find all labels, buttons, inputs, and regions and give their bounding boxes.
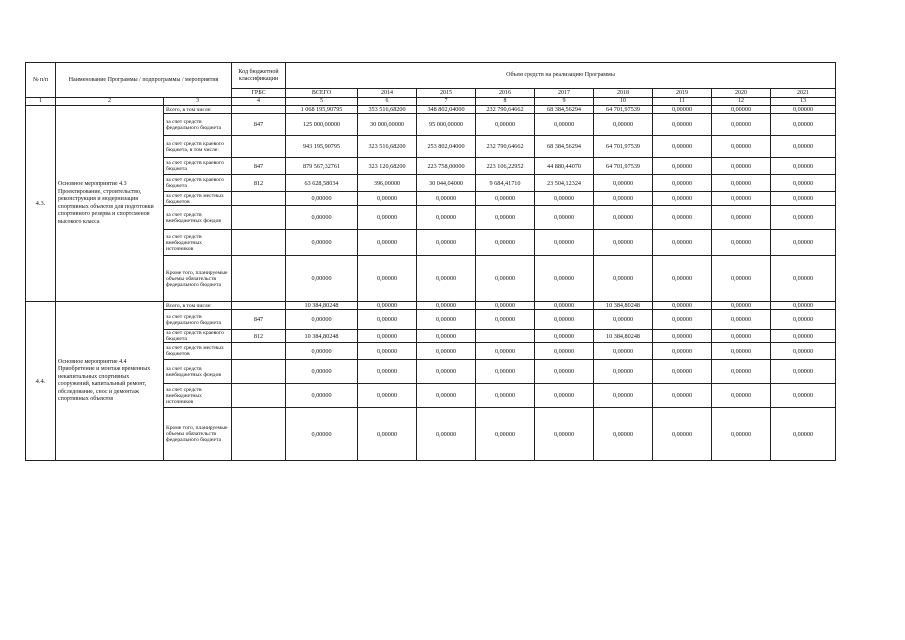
grbs-code: 812: [232, 330, 286, 343]
funding-source: за счет средств федерального бюджета: [164, 310, 232, 330]
year-value: 0,00000: [712, 158, 771, 175]
year-value: 64 701,97539: [594, 158, 653, 175]
total-value: 0,00000: [286, 343, 358, 360]
total-value: 10 384,80248: [286, 330, 358, 343]
year-value: 0,00000: [476, 343, 535, 360]
grbs-code: [232, 230, 286, 256]
grbs-code: [232, 384, 286, 408]
table-row: [26, 302, 836, 310]
total-value: 0,00000: [286, 230, 358, 256]
column-number: 11: [653, 98, 712, 106]
year-value: 64 701,97539: [594, 136, 653, 158]
year-value: 0,00000: [417, 256, 476, 302]
year-value: 9 684,41710: [476, 175, 535, 192]
year-value: 10 384,80248: [594, 302, 653, 310]
column-number: 6: [358, 98, 417, 106]
year-value: 0,00000: [771, 330, 836, 343]
year-value: 0,00000: [535, 360, 594, 384]
year-value: 0,00000: [476, 192, 535, 206]
year-value: 0,00000: [771, 302, 836, 310]
year-value: 0,00000: [653, 230, 712, 256]
header-no: № п/п: [26, 63, 56, 98]
year-value: 0,00000: [535, 192, 594, 206]
header-funding: Объем средств на реализацию Программы: [286, 63, 836, 89]
year-value: 0,00000: [358, 384, 417, 408]
year-value: 0,00000: [594, 206, 653, 230]
total-value: 0,00000: [286, 192, 358, 206]
grbs-code: [232, 106, 286, 114]
funding-source: за счет средств местных бюджетов: [164, 192, 232, 206]
year-value: 0,00000: [594, 114, 653, 136]
funding-source: Кроме того, планируемые объемы обязательств федерального бюджета: [164, 408, 232, 461]
year-value: 0,00000: [476, 256, 535, 302]
year-value: 232 790,64662: [476, 106, 535, 114]
year-value: 0,00000: [358, 206, 417, 230]
year-value: 0,00000: [653, 106, 712, 114]
total-value: 0,00000: [286, 310, 358, 330]
document-sheet: [25, 62, 835, 461]
year-value: 0,00000: [358, 192, 417, 206]
year-value: 0,00000: [358, 360, 417, 384]
year-value: 0,00000: [712, 343, 771, 360]
year-value: 0,00000: [653, 136, 712, 158]
year-value: 0,00000: [771, 408, 836, 461]
year-value: 0,00000: [476, 360, 535, 384]
year-value: 0,00000: [594, 175, 653, 192]
column-number: 8: [476, 98, 535, 106]
funding-source: за счет средств внебюджетных источников: [164, 230, 232, 256]
year-value: 0,00000: [476, 114, 535, 136]
column-number: 5: [286, 98, 358, 106]
year-value: 0,00000: [771, 384, 836, 408]
year-value: 0,00000: [417, 192, 476, 206]
year-value: 0,00000: [771, 230, 836, 256]
year-value: 0,00000: [653, 206, 712, 230]
funding-source: за счет средств краевого бюджета: [164, 175, 232, 192]
header-year: 2020: [712, 89, 771, 98]
column-number: 13: [771, 98, 836, 106]
year-value: 0,00000: [653, 384, 712, 408]
year-value: 0,00000: [476, 384, 535, 408]
year-value: 0,00000: [535, 343, 594, 360]
grbs-code: [232, 343, 286, 360]
total-value: 0,00000: [286, 384, 358, 408]
year-value: 0,00000: [712, 192, 771, 206]
year-value: 0,00000: [535, 206, 594, 230]
column-number: 4: [232, 98, 286, 106]
funding-source: за счет средств внебюджетных фондов: [164, 360, 232, 384]
year-value: 0,00000: [771, 175, 836, 192]
year-value: 0,00000: [535, 310, 594, 330]
year-value: 353 516,68200: [358, 106, 417, 114]
year-value: 0,00000: [358, 343, 417, 360]
year-value: 0,00000: [653, 114, 712, 136]
header-total: ВСЕГО: [286, 89, 358, 98]
year-value: 68 384,56294: [535, 106, 594, 114]
grbs-code: 812: [232, 175, 286, 192]
year-value: 0,00000: [712, 256, 771, 302]
year-value: 0,00000: [594, 256, 653, 302]
column-number: 7: [417, 98, 476, 106]
year-value: 0,00000: [358, 230, 417, 256]
funding-source: за счет средств краевого бюджета: [164, 330, 232, 343]
grbs-code: [232, 206, 286, 230]
year-value: 0,00000: [417, 343, 476, 360]
year-value: 0,00000: [535, 230, 594, 256]
column-number: 9: [535, 98, 594, 106]
year-value: 348 802,04000: [417, 106, 476, 114]
year-value: 0,00000: [594, 343, 653, 360]
year-value: 0,00000: [653, 302, 712, 310]
year-value: 0,00000: [712, 175, 771, 192]
year-value: 0,00000: [771, 106, 836, 114]
funding-source: за счет средств краевого бюджета, в том числе:: [164, 136, 232, 158]
funding-source: за счет средств федерального бюджета: [164, 114, 232, 136]
year-value: 0,00000: [771, 256, 836, 302]
year-value: 0,00000: [771, 114, 836, 136]
year-value: 396,00000: [358, 175, 417, 192]
grbs-code: 847: [232, 114, 286, 136]
year-value: 0,00000: [476, 302, 535, 310]
year-value: 0,00000: [712, 330, 771, 343]
year-value: 0,00000: [535, 114, 594, 136]
year-value: 64 701,97539: [594, 106, 653, 114]
year-value: 30 044,04000: [417, 175, 476, 192]
total-value: 63 628,58034: [286, 175, 358, 192]
year-value: 223 106,22952: [476, 158, 535, 175]
year-value: 0,00000: [594, 230, 653, 256]
year-value: 0,00000: [417, 230, 476, 256]
column-number: 3: [164, 98, 232, 106]
total-value: 0,00000: [286, 360, 358, 384]
year-value: 253 802,04000: [417, 136, 476, 158]
year-value: 0,00000: [594, 192, 653, 206]
year-value: 0,00000: [653, 175, 712, 192]
year-value: 0,00000: [358, 310, 417, 330]
year-value: 0,00000: [771, 343, 836, 360]
grbs-code: [232, 408, 286, 461]
year-value: 0,00000: [771, 136, 836, 158]
year-value: 0,00000: [358, 302, 417, 310]
column-number: 1: [26, 98, 56, 106]
total-value: 0,00000: [286, 206, 358, 230]
header-code: Код бюджетной классификации: [232, 63, 286, 89]
year-value: 30 000,00000: [358, 114, 417, 136]
year-value: [476, 330, 535, 343]
year-value: 0,00000: [594, 384, 653, 408]
year-value: 0,00000: [417, 206, 476, 230]
total-value: 0,00000: [286, 256, 358, 302]
total-value: 10 384,80248: [286, 302, 358, 310]
funding-source: Кроме того, планируемые объемы обязательств федерального бюджета: [164, 256, 232, 302]
table-row: [26, 106, 836, 114]
year-value: 0,00000: [476, 230, 535, 256]
year-value: 0,00000: [712, 310, 771, 330]
year-value: 0,00000: [594, 310, 653, 330]
year-value: 0,00000: [535, 302, 594, 310]
year-value: 232 790,64662: [476, 136, 535, 158]
year-value: 0,00000: [358, 330, 417, 343]
column-number: 12: [712, 98, 771, 106]
year-value: 0,00000: [653, 192, 712, 206]
funding-source: Всего, в том числе:: [164, 106, 232, 114]
grbs-code: 847: [232, 158, 286, 175]
funding-source: за счет средств краевого бюджета: [164, 158, 232, 175]
year-value: 323 120,68200: [358, 158, 417, 175]
year-value: 0,00000: [712, 206, 771, 230]
total-value: 0,00000: [286, 408, 358, 461]
year-value: 0,00000: [771, 192, 836, 206]
year-value: 10 384,80248: [594, 330, 653, 343]
year-value: 23 504,12324: [535, 175, 594, 192]
header-year: 2019: [653, 89, 712, 98]
funding-source: за счет средств внебюджетных источников: [164, 384, 232, 408]
total-value: 1 068 195,90795: [286, 106, 358, 114]
funding-source: за счет средств внебюджетных фондов: [164, 206, 232, 230]
year-value: 0,00000: [771, 158, 836, 175]
row-index: 4.4.: [26, 302, 56, 461]
column-number: 10: [594, 98, 653, 106]
header-year: 2016: [476, 89, 535, 98]
year-value: 0,00000: [771, 206, 836, 230]
header-name: Наименование Программы / подпрограммы / мероприятия: [56, 63, 232, 98]
year-value: 0,00000: [417, 302, 476, 310]
year-value: 0,00000: [771, 310, 836, 330]
header-year: 2017: [535, 89, 594, 98]
header-year: 2021: [771, 89, 836, 98]
year-value: 0,00000: [476, 310, 535, 330]
year-value: 0,00000: [594, 360, 653, 384]
year-value: 0,00000: [653, 256, 712, 302]
year-value: 0,00000: [417, 384, 476, 408]
grbs-code: [232, 256, 286, 302]
column-number: 2: [56, 98, 164, 106]
year-value: 0,00000: [712, 360, 771, 384]
year-value: 0,00000: [476, 408, 535, 461]
year-value: 0,00000: [535, 384, 594, 408]
activity-name: Основное мероприятие 4.4 Приобретение и монтаж временных некапитальных спортивных сооружений, капитальный ремонт, обследование, снос и демонтаж спортивных объектов: [56, 302, 164, 461]
grbs-code: [232, 302, 286, 310]
year-value: 0,00000: [653, 158, 712, 175]
activity-name: Основное мероприятие 4.3 Проектирование, строительство, реконструкция и модернизация спортивных объектов для подготовки спортивного резерва и спортсменов высокого класса: [56, 106, 164, 302]
row-index: 4.3.: [26, 106, 56, 302]
year-value: 0,00000: [712, 114, 771, 136]
funding-source: Всего, в том числе:: [164, 302, 232, 310]
header-year: 2018: [594, 89, 653, 98]
grbs-code: [232, 192, 286, 206]
year-value: 0,00000: [476, 206, 535, 230]
year-value: 0,00000: [771, 360, 836, 384]
year-value: 0,00000: [417, 360, 476, 384]
year-value: 68 384,56294: [535, 136, 594, 158]
year-value: 0,00000: [417, 310, 476, 330]
year-value: 0,00000: [653, 310, 712, 330]
year-value: 0,00000: [653, 343, 712, 360]
funding-source: за счет средств местных бюджетов: [164, 343, 232, 360]
year-value: 0,00000: [712, 384, 771, 408]
grbs-code: [232, 360, 286, 384]
total-value: 943 195,90795: [286, 136, 358, 158]
year-value: 223 758,00000: [417, 158, 476, 175]
year-value: 0,00000: [653, 330, 712, 343]
year-value: 323 516,68200: [358, 136, 417, 158]
year-value: 95 000,00000: [417, 114, 476, 136]
year-value: 0,00000: [417, 408, 476, 461]
year-value: 0,00000: [594, 408, 653, 461]
year-value: 0,00000: [712, 230, 771, 256]
total-value: 125 000,00000: [286, 114, 358, 136]
year-value: 0,00000: [712, 302, 771, 310]
year-value: 0,00000: [653, 360, 712, 384]
year-value: 0,00000: [653, 408, 712, 461]
grbs-code: [232, 136, 286, 158]
year-value: 0,00000: [535, 408, 594, 461]
grbs-code: 847: [232, 310, 286, 330]
year-value: 0,00000: [358, 256, 417, 302]
total-value: 879 567,32761: [286, 158, 358, 175]
header-grbs: ГРБС: [232, 89, 286, 98]
year-value: 0,00000: [712, 106, 771, 114]
funding-table: [25, 62, 836, 461]
year-value: 0,00000: [712, 136, 771, 158]
year-value: 0,00000: [535, 330, 594, 343]
header-year: 2014: [358, 89, 417, 98]
year-value: 0,00000: [417, 330, 476, 343]
year-value: 0,00000: [712, 408, 771, 461]
year-value: 0,00000: [358, 408, 417, 461]
year-value: 0,00000: [535, 256, 594, 302]
year-value: 44 880,44070: [535, 158, 594, 175]
header-year: 2015: [417, 89, 476, 98]
